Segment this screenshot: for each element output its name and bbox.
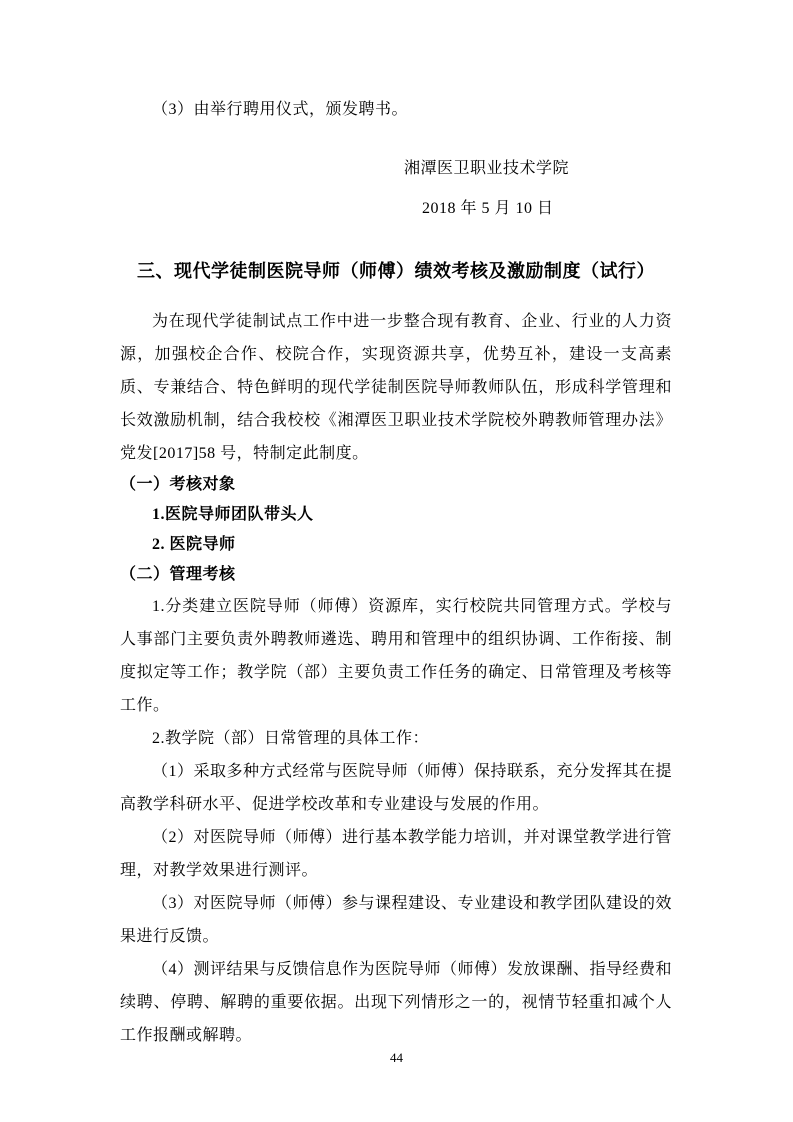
signature-line: 湘潭医卫职业技术学院 (404, 160, 570, 177)
subsection-1-heading: （一）考核对象 (120, 476, 236, 493)
date-line: 2018 年 5 月 10 日 (422, 200, 554, 217)
assessment-target-item-1: 1.医院导师团队带头人 (152, 506, 314, 523)
management-item-2: （2）对医院导师（师傅）进行基本教学能力培训，并对课堂教学进行管理，对教学效果进行测评。 (120, 829, 673, 879)
management-item-4: （4）测评结果与反馈信息作为医院导师（师傅）发放课酬、指导经费和续聘、停聘、解聘的重要依据。出现下列情形之一的，视情节轻重扣减个人工作报酬或解聘。 (120, 961, 673, 1044)
assessment-target-item-2: 2. 医院导师 (152, 536, 236, 553)
section-heading: 三、现代学徒制医院导师（师傅）绩效考核及激励制度（试行） (137, 261, 655, 281)
management-paragraph-2: 2.教学院（部）日常管理的具体工作： (152, 730, 430, 747)
closing-item-paragraph: （3）由举行聘用仪式，颁发聘书。 (152, 101, 409, 118)
management-item-1: （1）采取多种方式经常与医院导师（师傅）保持联系，充分发挥其在提高教学科研水平、促进学校改革和专业建设与发展的作用。 (120, 763, 673, 813)
management-item-3: （3）对医院导师（师傅）参与课程建设、专业建设和教学团队建设的效果进行反馈。 (120, 895, 673, 945)
subsection-2-heading: （二）管理考核 (120, 566, 236, 583)
page-number: 44 (390, 1050, 403, 1065)
intro-paragraph: 为在现代学徒制试点工作中进一步整合现有教育、企业、行业的人力资源，加强校企合作、校院合作，实现资源共享，优势互补，建设一支高素质、专兼结合、特色鲜明的现代学徒制医院导师教师队伍，形成科学管理和长效激励机制，结合我校校《湘潭医卫职业技术学院校外聘教师管理办法》党发[2017]58 号，特制定此制度。 (120, 313, 672, 462)
management-paragraph-1: 1.分类建立医院导师（师傅）资源库，实行校院共同管理方式。学校与人事部门主要负责外聘教师遴选、聘用和管理中的组织协调、工作衔接、制度拟定等工作；教学院（部）主要负责工作任务的确定、日常管理及考核等工作。 (120, 598, 672, 714)
